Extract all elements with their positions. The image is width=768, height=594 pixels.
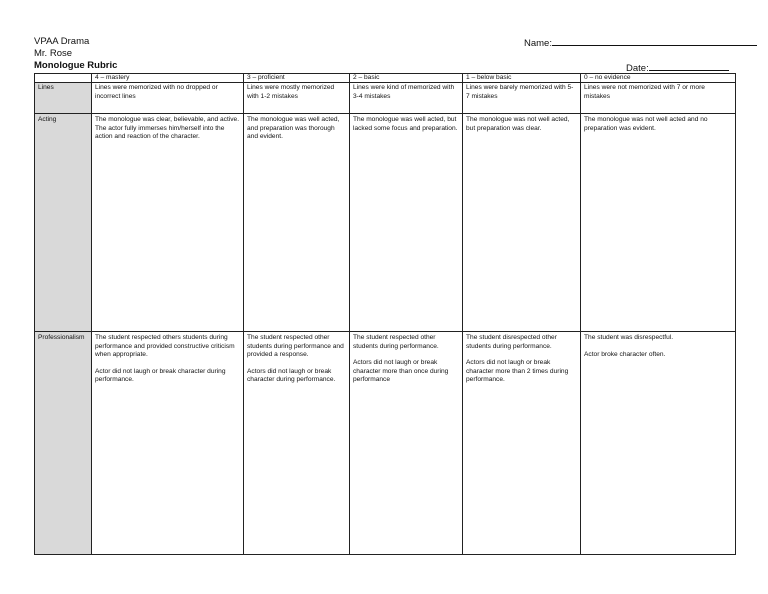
cell-text: The monologue was clear, believable, and active. The actor fully immerses him/herself into the action and reaction of the character. [95, 116, 240, 141]
level-header-1: 1 – below basic [463, 74, 581, 83]
rubric-cell [463, 332, 581, 555]
rubric-row-lines [35, 83, 736, 114]
rubric-cell [463, 83, 581, 114]
rubric-header-row [35, 74, 736, 83]
name-blank-line[interactable] [552, 36, 757, 46]
page-title: Monologue Rubric [34, 60, 118, 71]
rubric-cell [350, 114, 463, 332]
rubric-row-professionalism [35, 332, 736, 555]
level-header-3: 3 – proficient [244, 74, 350, 83]
rubric-cell [244, 114, 350, 332]
cell-text: Lines were kind of memorized with 3-4 mistakes [353, 84, 455, 100]
cell-text: Lines were not memorized with 7 or more mistakes [584, 84, 705, 100]
cell-text: Lines were mostly memorized with 1-2 mistakes [247, 84, 335, 100]
name-field[interactable] [524, 36, 757, 49]
cell-text: The student respected others students during performance and provided constructive criticism when appropriate. [95, 334, 235, 359]
date-label: Date: [626, 63, 649, 74]
cell-text: The monologue was not well acted and no preparation was evident. [584, 116, 708, 132]
cell-text: The student disrespected other students during performance. [466, 334, 557, 350]
cell-text: Actor broke character often. [584, 350, 666, 358]
rubric-cell [581, 83, 736, 114]
course-name: VPAA Drama [34, 36, 90, 47]
level-header-4: 4 – mastery [92, 74, 244, 83]
criterion-lines: Lines [35, 83, 92, 114]
rubric-cell [350, 83, 463, 114]
rubric-cell [581, 332, 736, 555]
cell-text: Actors did not laugh or break character more than 2 times during performance. [466, 359, 569, 384]
teacher-name: Mr. Rose [34, 48, 73, 59]
cell-text: The monologue was well acted, and preparation was thorough and evident. [247, 116, 340, 141]
header-corner-cell [35, 74, 92, 83]
date-blank-line[interactable] [649, 61, 729, 71]
cell-text: Actors did not laugh or break character during performance. [247, 367, 336, 384]
cell-text: The student was disrespectful. [584, 334, 674, 341]
cell-text: The student respected other students during performance. [353, 334, 439, 350]
rubric-cell [244, 83, 350, 114]
rubric-cell [244, 332, 350, 555]
rubric-row-acting [35, 114, 736, 332]
rubric-cell [581, 114, 736, 332]
cell-text: Lines were memorized with no dropped or incorrect lines [95, 84, 218, 100]
rubric-cell [463, 114, 581, 332]
rubric-cell [92, 114, 244, 332]
cell-text: The monologue was well acted, but lacked some focus and preparation. [353, 116, 458, 132]
name-label: Name: [524, 38, 552, 49]
cell-text: Actors did not laugh or break character more than once during performance [353, 359, 449, 384]
cell-text: The student respected other students during performance and provided a response. [247, 334, 344, 359]
criterion-acting: Acting [35, 114, 92, 332]
cell-text: Actor did not laugh or break character during performance. [95, 367, 226, 384]
level-header-2: 2 – basic [350, 74, 463, 83]
rubric-table [34, 73, 736, 555]
rubric-cell [350, 332, 463, 555]
level-header-0: 0 – no evidence [581, 74, 736, 83]
rubric-cell [92, 332, 244, 555]
rubric-cell [92, 83, 244, 114]
cell-text: The monologue was not well acted, but preparation was clear. [466, 116, 570, 132]
cell-text: Lines were barely memorized with 5-7 mistakes [466, 84, 574, 100]
criterion-professionalism: Professionalism [35, 332, 92, 555]
